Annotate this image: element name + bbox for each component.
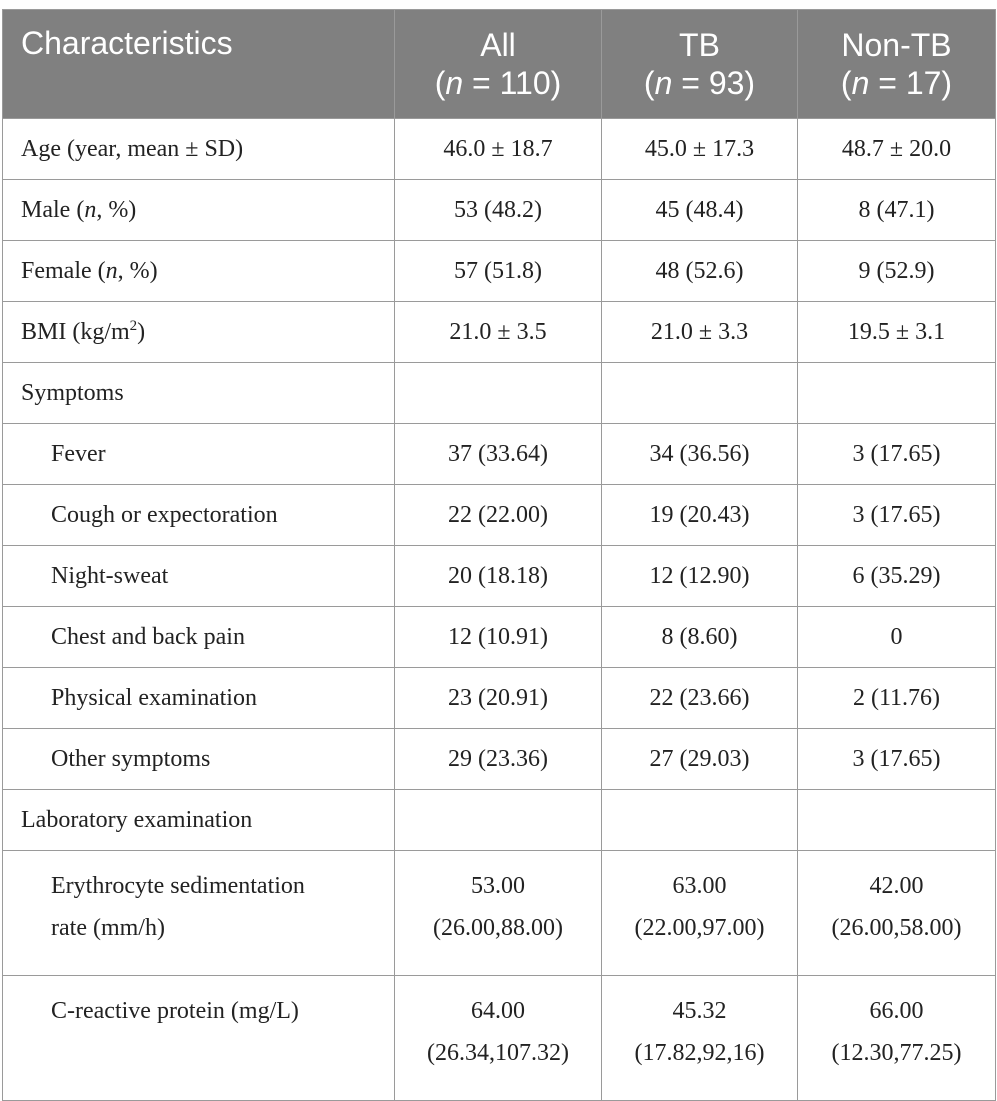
row-night-sweat xyxy=(3,546,996,607)
row-physical-exam xyxy=(3,668,996,729)
header-tb-n-symbol: n xyxy=(654,65,673,101)
row-night-sweat-all: 20 (18.18) xyxy=(395,546,602,607)
header-all-n: 110 xyxy=(499,65,551,101)
row-male-non-tb: 8 (47.1) xyxy=(798,180,996,241)
header-tb-n: 93 xyxy=(708,65,745,101)
row-esr-tb xyxy=(602,851,798,976)
characteristics-table xyxy=(2,9,996,1101)
header-all-n-eq: = xyxy=(463,65,500,101)
header-non-tb-n-eq: = xyxy=(869,65,906,101)
row-physical-tb: 22 (23.66) xyxy=(602,668,798,729)
row-male-all: 53 (48.2) xyxy=(395,180,602,241)
row-physical-label: Physical examination xyxy=(3,668,395,729)
row-bmi-label-sup: 2 xyxy=(129,318,138,334)
row-crp-tb-iqr: (17.82,92,16) xyxy=(634,1040,765,1066)
row-female-label-post: , %) xyxy=(117,258,158,284)
row-crp-all-iqr: (26.34,107.32) xyxy=(427,1040,569,1066)
row-age-non-tb: 48.7 ± 20.0 xyxy=(798,119,996,180)
header-all: All (n = 110) xyxy=(395,10,602,119)
header-all-n-symbol: n xyxy=(445,65,464,101)
row-age-label: Age (year, mean ± SD) xyxy=(3,119,395,180)
row-esr-all-median: 53.00 xyxy=(471,873,525,899)
row-crp-non-tb-iqr: (12.30,77.25) xyxy=(831,1040,962,1066)
row-symptoms-tb xyxy=(602,363,798,424)
row-symptoms-label: Symptoms xyxy=(3,363,395,424)
row-male-tb: 45 (48.4) xyxy=(602,180,798,241)
row-other-all: 29 (23.36) xyxy=(395,729,602,790)
row-fever xyxy=(3,424,996,485)
row-other-label: Other symptoms xyxy=(3,729,395,790)
row-other-non-tb: 3 (17.65) xyxy=(798,729,996,790)
row-fever-label: Fever xyxy=(3,424,395,485)
row-crp-all xyxy=(395,976,602,1101)
header-non-tb: Non-TB (n = 17) xyxy=(798,10,996,119)
row-crp-tb xyxy=(602,976,798,1101)
row-symptoms-section xyxy=(3,363,996,424)
row-chest-all: 12 (10.91) xyxy=(395,607,602,668)
row-bmi-label-post: ) xyxy=(137,319,146,345)
row-esr-non-tb xyxy=(798,851,996,976)
row-night-sweat-non-tb: 6 (35.29) xyxy=(798,546,996,607)
header-non-tb-n: 17 xyxy=(905,65,942,101)
row-bmi-all: 21.0 ± 3.5 xyxy=(395,302,602,363)
row-esr-tb-median: 63.00 xyxy=(672,873,727,899)
row-female-all: 57 (51.8) xyxy=(395,241,602,302)
row-physical-all: 23 (20.91) xyxy=(395,668,602,729)
row-male xyxy=(3,180,996,241)
row-esr-tb-iqr: (22.00,97.00) xyxy=(634,915,765,941)
row-age-all: 46.0 ± 18.7 xyxy=(395,119,602,180)
row-night-sweat-tb: 12 (12.90) xyxy=(602,546,798,607)
row-age xyxy=(3,119,996,180)
row-esr-label-line2: rate (mm/h) xyxy=(51,915,165,941)
row-fever-all: 37 (33.64) xyxy=(395,424,602,485)
row-esr-label xyxy=(3,851,395,976)
row-lab-all xyxy=(395,790,602,851)
header-non-tb-n-symbol: n xyxy=(851,65,870,101)
row-chest-label: Chest and back pain xyxy=(3,607,395,668)
row-male-label-pre: Male ( xyxy=(21,197,85,223)
row-male-label-n: n xyxy=(84,197,97,223)
header-tb-n-eq: = xyxy=(672,65,709,101)
row-male-label-post: , %) xyxy=(96,197,137,223)
row-cough-non-tb: 3 (17.65) xyxy=(798,485,996,546)
row-esr-all-iqr: (26.00,88.00) xyxy=(433,915,563,941)
row-esr-non-tb-median: 42.00 xyxy=(869,873,924,899)
row-esr-non-tb-iqr: (26.00,58.00) xyxy=(831,915,962,941)
row-night-sweat-label: Night-sweat xyxy=(3,546,395,607)
row-age-tb: 45.0 ± 17.3 xyxy=(602,119,798,180)
row-female-non-tb: 9 (52.9) xyxy=(798,241,996,302)
row-fever-tb: 34 (36.56) xyxy=(602,424,798,485)
row-cough-label: Cough or expectoration xyxy=(3,485,395,546)
row-male-label xyxy=(3,180,395,241)
row-bmi-label xyxy=(3,302,395,363)
row-crp-all-median: 64.00 xyxy=(471,998,525,1024)
row-female-label-n: n xyxy=(105,258,118,284)
row-lab-tb xyxy=(602,790,798,851)
row-cough-all: 22 (22.00) xyxy=(395,485,602,546)
row-cough xyxy=(3,485,996,546)
row-lab-label: Laboratory examination xyxy=(3,790,395,851)
row-bmi-tb: 21.0 ± 3.3 xyxy=(602,302,798,363)
header-characteristics: Characteristics xyxy=(3,10,395,119)
row-bmi-label-pre: BMI (kg/m xyxy=(21,319,130,345)
header-all-name: All xyxy=(480,27,516,63)
row-symptoms-all xyxy=(395,363,602,424)
row-lab-non-tb xyxy=(798,790,996,851)
row-fever-non-tb: 3 (17.65) xyxy=(798,424,996,485)
row-chest-back-pain xyxy=(3,607,996,668)
row-other-tb: 27 (29.03) xyxy=(602,729,798,790)
row-female-label-pre: Female ( xyxy=(21,258,106,284)
row-crp-tb-median: 45.32 xyxy=(672,998,727,1024)
header-row xyxy=(3,10,996,119)
header-non-tb-name: Non-TB xyxy=(841,27,952,63)
row-physical-non-tb: 2 (11.76) xyxy=(798,668,996,729)
row-chest-tb: 8 (8.60) xyxy=(602,607,798,668)
row-female-label xyxy=(3,241,395,302)
row-esr-all xyxy=(395,851,602,976)
row-esr-label-line1: Erythrocyte sedimentation xyxy=(51,873,305,899)
row-crp-label: C-reactive protein (mg/L) xyxy=(3,976,395,1101)
row-cough-tb: 19 (20.43) xyxy=(602,485,798,546)
row-female-tb: 48 (52.6) xyxy=(602,241,798,302)
header-tb: TB (n = 93) xyxy=(602,10,798,119)
row-crp-non-tb xyxy=(798,976,996,1101)
header-tb-name: TB xyxy=(679,27,720,63)
table-container xyxy=(2,9,996,1101)
row-crp-non-tb-median: 66.00 xyxy=(869,998,924,1024)
row-lab-section xyxy=(3,790,996,851)
row-bmi-non-tb: 19.5 ± 3.1 xyxy=(798,302,996,363)
row-female xyxy=(3,241,996,302)
row-bmi xyxy=(3,302,996,363)
row-esr xyxy=(3,851,996,976)
row-symptoms-non-tb xyxy=(798,363,996,424)
row-other-symptoms xyxy=(3,729,996,790)
row-chest-non-tb: 0 xyxy=(798,607,996,668)
row-crp xyxy=(3,976,996,1101)
